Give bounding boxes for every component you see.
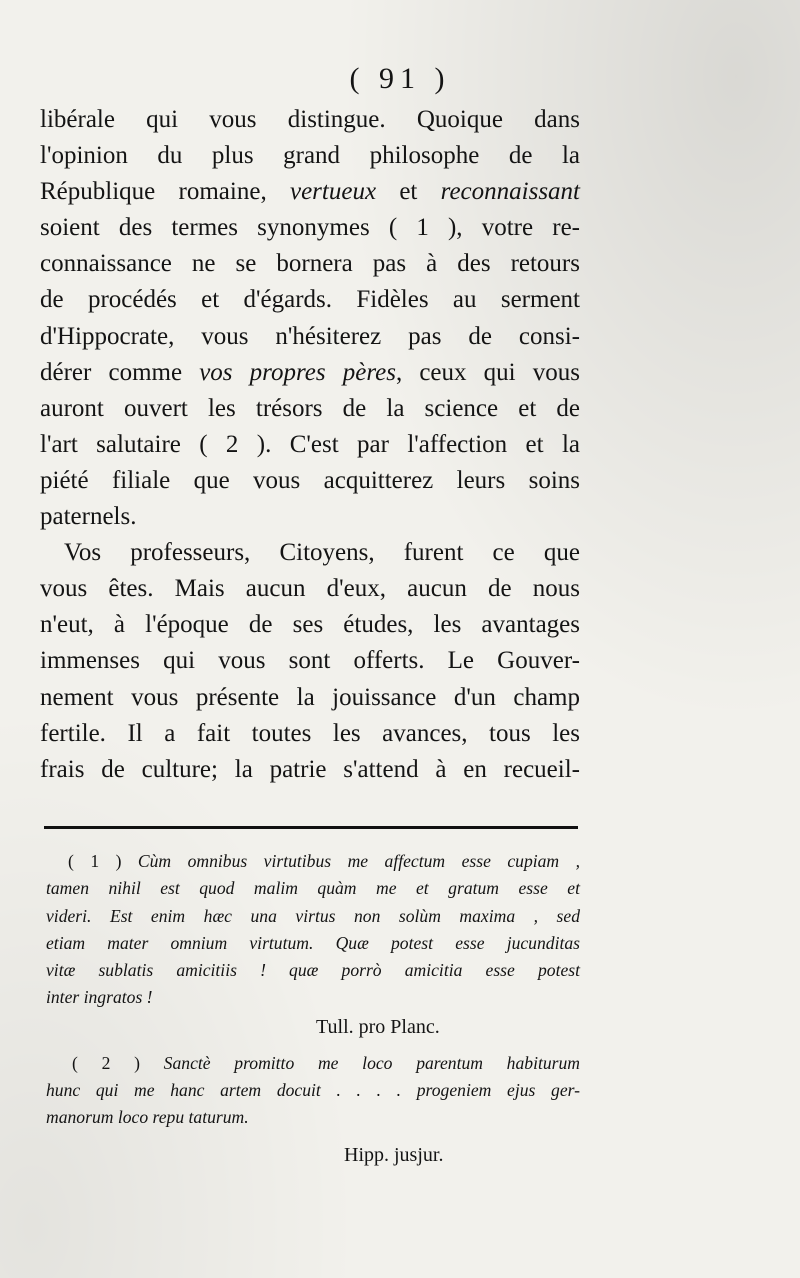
text-line: [40, 643, 580, 679]
text-line: [46, 848, 580, 875]
text-line: [40, 210, 580, 246]
text-line: [40, 716, 580, 752]
footnotes: [46, 848, 580, 1170]
text-segment: ( 2 ): [72, 1052, 164, 1073]
text-line: [40, 680, 580, 716]
text-line: [40, 571, 580, 607]
text-segment: hunc qui me hanc artem docuit . . . . progeniem ejus ger-: [46, 1080, 580, 1101]
text-segment: frais de culture; la patrie s'attend à en recueil-: [40, 755, 580, 783]
text-segment: piété filiale que vous acquitterez leurs soins: [40, 466, 580, 494]
text-line: [40, 752, 580, 788]
text-segment: soient des termes synonymes ( 1 ), votre re-: [40, 214, 580, 242]
footnote-2: [46, 1050, 580, 1132]
text-segment: tamen nihil est quod malim quàm me et gratum esse et: [46, 878, 580, 899]
text-segment: vous êtes. Mais aucun d'eux, aucun de nous: [40, 575, 580, 603]
text-line: [40, 463, 580, 499]
text-line: [40, 427, 580, 463]
text-line: [40, 319, 580, 355]
text-line: [40, 246, 580, 282]
italic-text: reconnaissant: [440, 178, 580, 206]
text-segment: manorum loco repu taturum.: [46, 1107, 249, 1128]
text-line: [40, 535, 580, 571]
text-line: [40, 174, 580, 210]
text-line: [46, 875, 580, 902]
footnote-2-attribution: Hipp. jusjur.: [344, 1143, 444, 1166]
text-line: [46, 1077, 580, 1104]
text-segment: auront ouvert les trésors de la science et de: [40, 394, 580, 422]
text-segment: videri. Est enim hæc una virtus non solùm maxima , sed: [46, 905, 580, 926]
text-line: [40, 391, 580, 427]
text-segment: , ceux qui vous: [395, 358, 580, 386]
text-segment: et: [376, 178, 441, 206]
text-segment: libérale qui vous distingue. Quoique dans: [40, 106, 580, 133]
text-segment: Vos professeurs, Citoyens, furent ce que: [64, 539, 580, 567]
text-line: [40, 138, 580, 174]
text-line: [40, 607, 580, 643]
text-line: [46, 903, 580, 930]
text-segment: dérer comme: [40, 358, 200, 386]
text-segment: République romaine,: [40, 178, 290, 206]
text-segment: etiam mater omnium virtutum. Quæ potest esse jucunditas: [46, 932, 580, 953]
footnote-1: [46, 848, 580, 1012]
body-text: [40, 102, 580, 788]
text-segment: nement vous présente la jouissance d'un champ: [40, 683, 580, 711]
text-segment: Sanctè promitto me loco parentum habiturum: [163, 1052, 580, 1073]
text-segment: l'art salutaire ( 2 ). C'est par l'affection et la: [40, 430, 580, 458]
text-line: [40, 499, 580, 535]
page-number: ( 91 ): [349, 62, 451, 95]
text-line: [40, 355, 580, 391]
text-line: [40, 282, 580, 318]
text-segment: immenses qui vous sont offerts. Le Gouver-: [40, 647, 580, 675]
text-line: [46, 957, 580, 984]
footnote-rule: [44, 826, 578, 829]
footnote-1-attribution: Tull. pro Planc.: [316, 1015, 440, 1038]
text-segment: de procédés et d'égards. Fidèles au serment: [40, 286, 580, 314]
italic-text: vertueux: [289, 178, 377, 206]
text-segment: paternels.: [40, 503, 137, 531]
text-segment: inter ingratos !: [46, 987, 153, 1008]
text-line: [40, 102, 580, 138]
italic-text: vos propres pères: [199, 358, 396, 386]
text-segment: n'eut, à l'époque de ses études, les avantages: [40, 611, 580, 639]
text-segment: d'Hippocrate, vous n'hésiterez pas de consi-: [40, 322, 580, 350]
text-segment: vitæ sublatis amicitiis ! quæ porrò amicitia esse potest: [46, 960, 580, 981]
text-segment: Cùm omnibus virtutibus me affectum esse cupiam ,: [137, 851, 580, 871]
text-segment: ( 1 ): [68, 851, 138, 871]
text-segment: fertile. Il a fait toutes les avances, tous les: [40, 719, 580, 747]
text-line: [46, 1104, 580, 1131]
text-line: [46, 984, 580, 1011]
text-line: [46, 1050, 580, 1077]
text-segment: l'opinion du plus grand philosophe de la: [40, 142, 580, 170]
text-segment: connaissance ne se bornera pas à des retours: [40, 250, 580, 278]
text-line: [46, 930, 580, 957]
